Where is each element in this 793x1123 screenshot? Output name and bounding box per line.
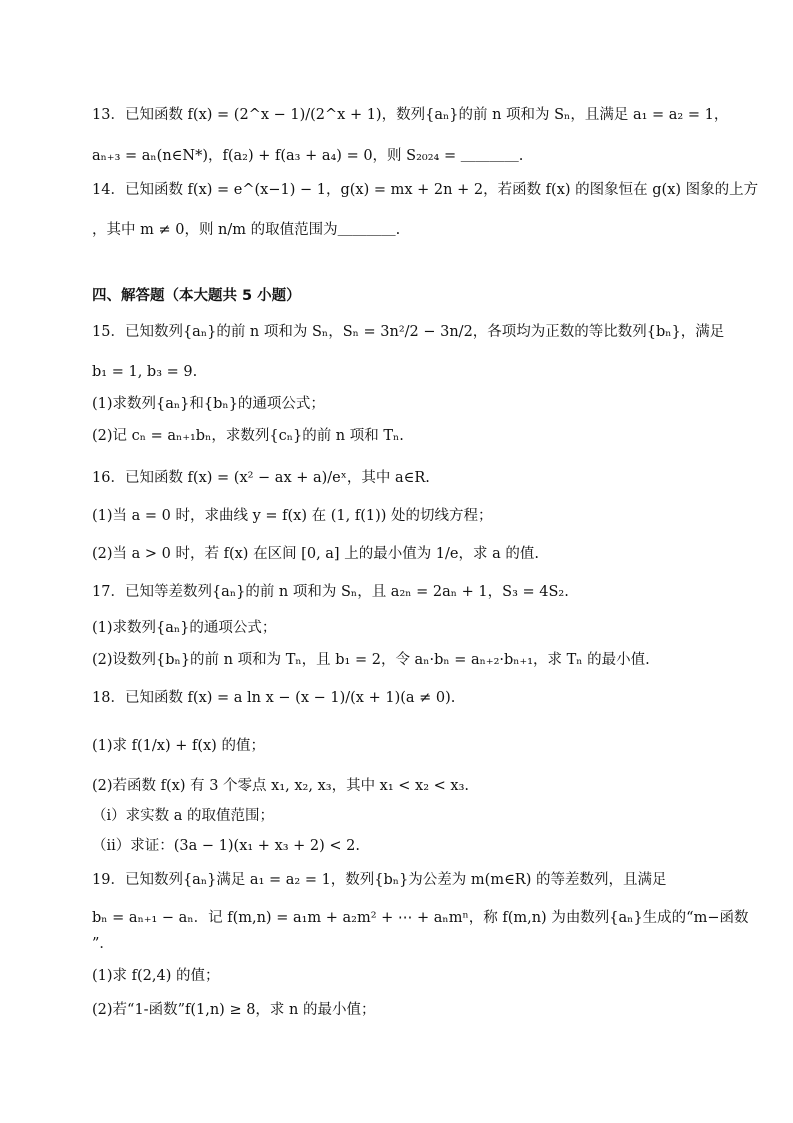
q13-line2: aₙ₊₃ = aₙ(n∈N*)，f(a₂) + f(a₃ + a₄) = 0，则 S₂₀₂₄ = ＿＿＿＿.	[92, 148, 524, 164]
q15-part1: (1)求数列{aₙ}和{bₙ}的通项公式；	[92, 396, 325, 412]
q16-line1: 16．已知函数 f(x) = (x² − ax + a)/eˣ，其中 a∈R.	[92, 470, 430, 486]
section-4-title: 四、解答题（本大题共 5 小题）	[92, 288, 301, 304]
q14-line2: ，其中 m ≠ 0，则 n/m 的取值范围为＿＿＿＿.	[92, 222, 401, 238]
q17-part1: (1)求数列{aₙ}的通项公式；	[92, 620, 277, 636]
q18-part2-i: （ⅰ）求实数 a 的取值范围；	[92, 808, 274, 824]
q19-part1: (1)求 f(2,4) 的值；	[92, 968, 220, 984]
q18-part2: (2)若函数 f(x) 有 3 个零点 x₁, x₂, x₃，其中 x₁ < x₂ < x₃.	[92, 778, 469, 794]
q19-line3: ”．	[92, 936, 114, 952]
q15-line1: 15．已知数列{aₙ}的前 n 项和为 Sₙ，Sₙ = 3n²/2 − 3n/2，各项均为正数的等比数列{bₙ}，满足	[92, 324, 725, 340]
q19-line2: bₙ = aₙ₊₁ − aₙ．记 f(m,n) = a₁m + a₂m² + ⋯ + aₙmⁿ，称 f(m,n) 为由数列{aₙ}生成的“m−函数	[92, 910, 749, 926]
q15-line2: b₁ = 1, b₃ = 9.	[92, 364, 198, 380]
q18-part1: (1)求 f(1/x) + f(x) 的值；	[92, 738, 265, 754]
q14-line1: 14．已知函数 f(x) = e^(x−1) − 1，g(x) = mx + 2n + 2，若函数 f(x) 的图象恒在 g(x) 图象的上方	[92, 182, 759, 198]
q17-part2: (2)设数列{bₙ}的前 n 项和为 Tₙ，且 b₁ = 2，令 aₙ·bₙ = aₙ₊₂·bₙ₊₁，求 Tₙ 的最小值.	[92, 652, 650, 668]
q19-line1: 19．已知数列{aₙ}满足 a₁ = a₂ = 1，数列{bₙ}为公差为 m(m∈R) 的等差数列，且满足	[92, 872, 667, 888]
q18-line1: 18．已知函数 f(x) = a ln x − (x − 1)/(x + 1)(a ≠ 0).	[92, 690, 456, 706]
q18-part2-ii: （ⅱ）求证：(3a − 1)(x₁ + x₃ + 2) < 2.	[92, 838, 361, 854]
q16-part1: (1)当 a = 0 时，求曲线 y = f(x) 在 (1, f(1)) 处的切线方程；	[92, 508, 493, 524]
q15-part2: (2)记 cₙ = aₙ₊₁bₙ，求数列{cₙ}的前 n 项和 Tₙ.	[92, 428, 404, 444]
q17-line1: 17．已知等差数列{aₙ}的前 n 项和为 Sₙ，且 a₂ₙ = 2aₙ + 1，S₃ = 4S₂.	[92, 584, 569, 600]
q13-line1: 13．已知函数 f(x) = (2^x − 1)/(2^x + 1)，数列{aₙ}的前 n 项和为 Sₙ，且满足 a₁ = a₂ = 1，	[92, 107, 729, 123]
q19-part2: (2)若“1-函数”f(1,n) ≥ 8，求 n 的最小值；	[92, 1002, 376, 1018]
q16-part2: (2)当 a > 0 时，若 f(x) 在区间 [0, a] 上的最小值为 1/e，求 a 的值.	[92, 546, 539, 562]
